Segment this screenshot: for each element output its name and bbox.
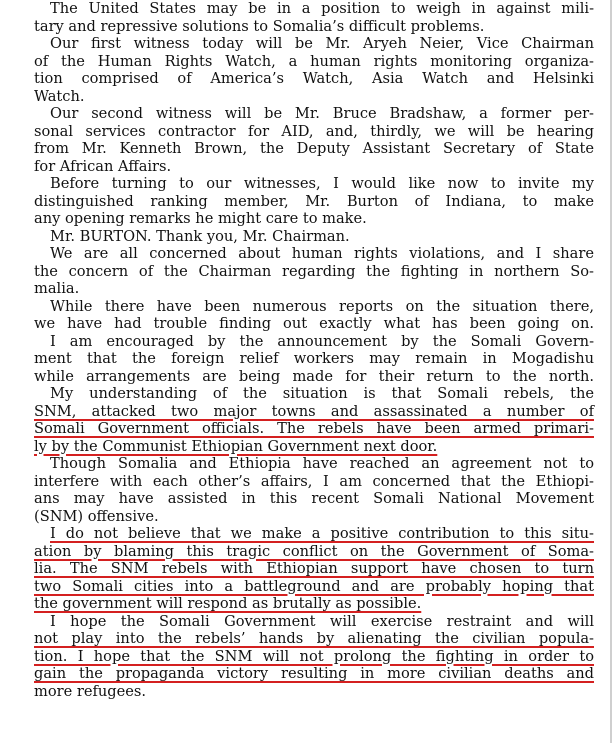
text-line	[34, 210, 594, 228]
text-line-content: tion. I hope that the SNM will not prolong the fighting in order to	[34, 647, 594, 665]
text-line	[34, 70, 594, 88]
text-line	[34, 613, 594, 631]
text-line	[34, 88, 594, 106]
text-line-content: While there have been numerous reports on the situation there,	[50, 297, 594, 315]
text-line-content: sonal services contractor for AID, and, thirdly, we will be hearing	[34, 122, 594, 140]
text-line-content: We are all concerned about human rights violations, and I share	[50, 245, 594, 262]
text-line	[34, 648, 594, 666]
text-line	[34, 0, 594, 18]
text-line	[34, 438, 594, 456]
document-text	[34, 0, 594, 700]
text-line	[34, 315, 594, 333]
text-line	[34, 665, 594, 683]
text-line	[34, 420, 594, 438]
text-line	[34, 280, 594, 298]
text-line-content: we have had trouble finding out exactly what has been going on.	[34, 315, 594, 332]
text-line	[34, 403, 594, 421]
text-line-content: ans may have assisted in this recent Somali National Movement	[34, 490, 594, 507]
text-line	[34, 350, 594, 368]
text-line-content: distinguished ranking member, Mr. Burton of Indiana, to make	[34, 192, 594, 210]
text-line-content: Watch.	[34, 87, 85, 105]
text-line-content: two Somali cities into a battleground and are probably hoping that	[34, 577, 594, 595]
text-line-content: malia.	[34, 280, 80, 297]
text-line-content: Somali Government officials. The rebels have been armed primari-	[34, 420, 594, 437]
text-line	[34, 105, 594, 123]
text-line	[34, 245, 594, 263]
text-line	[34, 333, 594, 351]
text-line	[34, 368, 594, 386]
text-line-content: (SNM) offensive.	[34, 507, 159, 525]
text-line-content: ly by the Communist Ethiopian Government next door.	[34, 437, 438, 455]
text-line-content: the concern of the Chairman regarding the fighting in northern So-	[34, 262, 594, 280]
text-line	[34, 595, 594, 613]
text-line-content: of the Human Rights Watch, a human rights monitoring organiza-	[34, 52, 594, 70]
text-line	[34, 193, 594, 211]
text-line-content: more refugees.	[34, 682, 147, 700]
text-line-content: for African Affairs.	[34, 157, 172, 175]
text-line-content: Our second witness will be Mr. Bruce Bradshaw, a former per-	[50, 105, 594, 122]
text-line	[34, 683, 594, 701]
text-line-content: tary and repressive solutions to Somalia’s difficult problems.	[34, 17, 485, 35]
text-line	[34, 385, 594, 403]
text-line-content: My understanding of the situation is that Somali rebels, the	[50, 385, 594, 402]
text-line	[34, 525, 594, 543]
text-line	[34, 228, 594, 246]
text-line-content: ment that the foreign relief workers may remain in Mogadishu	[34, 350, 594, 367]
text-line	[34, 508, 594, 526]
text-line	[34, 578, 594, 596]
text-line-content: interfere with each other’s affairs, I am concerned that the Ethiopi-	[34, 472, 594, 490]
text-line-content: Mr. BURTON. Thank you, Mr. Chairman.	[50, 227, 350, 245]
text-line	[34, 158, 594, 176]
text-line	[34, 298, 594, 316]
text-line-content: The United States may be in a position to weigh in against mili-	[50, 0, 594, 17]
text-line	[34, 490, 594, 508]
text-line-content: ation by blaming this tragic conflict on the Government of Soma-	[34, 542, 594, 560]
text-line-content: I am encouraged by the announcement by the Somali Govern-	[50, 332, 594, 350]
text-line-content: SNM, attacked two major towns and assassinated a number of	[34, 402, 594, 420]
text-line	[34, 630, 594, 648]
text-line	[34, 560, 594, 578]
text-line-content: I do not believe that we make a positive contribution to this situ-	[50, 525, 594, 542]
text-line	[34, 140, 594, 158]
text-line-content: any opening remarks he might care to make.	[34, 210, 367, 227]
text-line-content: I hope the Somali Government will exercise restraint and will	[50, 612, 594, 630]
text-line-content: Our first witness today will be Mr. Aryeh Neier, Vice Chairman	[50, 35, 594, 52]
text-line-content: tion comprised of America’s Watch, Asia Watch and Helsinki	[34, 70, 594, 87]
text-line	[34, 543, 594, 561]
text-line	[34, 18, 594, 36]
text-line	[34, 473, 594, 491]
text-line	[34, 123, 594, 141]
text-line	[34, 455, 594, 473]
text-line-content: from Mr. Kenneth Brown, the Deputy Assistant Secretary of State	[34, 140, 594, 157]
text-line	[34, 175, 594, 193]
text-line-content: the government will respond as brutally as possible.	[34, 595, 422, 612]
text-line-content: Before turning to our witnesses, I would like now to invite my	[50, 175, 594, 192]
text-line-content: gain the propaganda victory resulting in more civilian deaths and	[34, 665, 594, 682]
text-line-content: lia. The SNM rebels with Ethiopian support have chosen to turn	[34, 560, 594, 577]
text-line	[34, 53, 594, 71]
text-line	[34, 263, 594, 281]
text-line-content: Though Somalia and Ethiopia have reached an agreement not to	[50, 455, 594, 472]
text-line-content: while arrangements are being made for their return to the north.	[34, 367, 594, 385]
text-line-content: not play into the rebels’ hands by alienating the civilian popula-	[34, 630, 594, 647]
text-line	[34, 35, 594, 53]
